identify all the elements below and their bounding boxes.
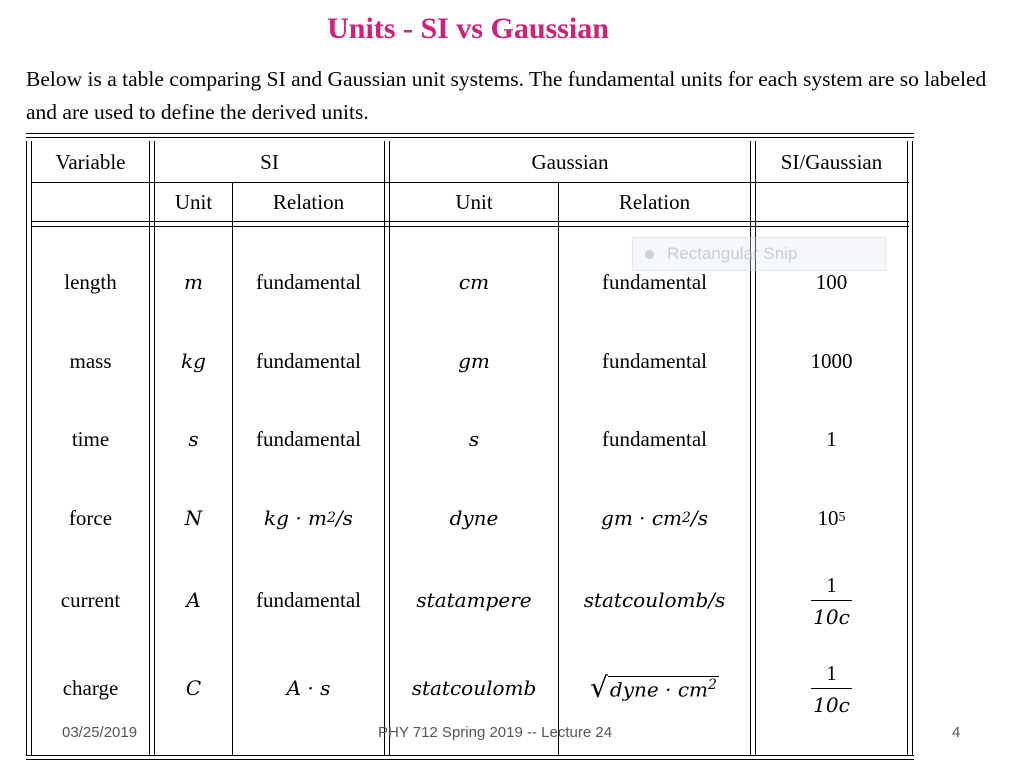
- row-force-si-unit: N: [184, 506, 203, 530]
- gaussian-divider: [750, 141, 751, 755]
- row-charge-variable: charge: [62, 675, 119, 700]
- subheader-si-unit: Unit: [174, 189, 213, 214]
- row-charge-ratio-denominator: 10c: [811, 688, 852, 717]
- variable-divider: [149, 141, 150, 755]
- row-length-variable: length: [64, 269, 117, 294]
- snip-radio-icon: [645, 250, 654, 259]
- table-top-rule-inner: [26, 137, 914, 138]
- row-time-gaussian-unit: s: [468, 427, 480, 451]
- header-ratio: SI/Gaussian: [780, 149, 883, 174]
- row-mass-ratio: 1000: [810, 348, 853, 373]
- header-si: SI: [260, 149, 279, 174]
- subheader-divider-inner: [31, 226, 909, 227]
- row-current-si-unit: A: [186, 588, 201, 612]
- table-bottom-rule-inner: [26, 759, 914, 760]
- row-charge-radicand: [608, 676, 719, 702]
- row-time-ratio: 1: [826, 426, 837, 451]
- row-current-variable: current: [60, 587, 121, 612]
- table-border-left: [26, 141, 27, 755]
- row-mass-si-relation: fundamental: [256, 348, 361, 373]
- footer-date: 03/25/2019: [62, 724, 138, 741]
- row-force-si-relation-exponent: 2: [327, 510, 336, 526]
- row-current-ratio-fraction: [811, 573, 852, 629]
- subheader-divider: [31, 221, 909, 222]
- row-time-gaussian-relation: fundamental: [602, 426, 707, 451]
- subheader-gaussian-relation: Relation: [618, 189, 691, 214]
- row-charge-gaussian-relation: [559, 668, 750, 708]
- row-force-variable: force: [68, 505, 113, 530]
- row-mass-si-unit: kg: [181, 349, 206, 373]
- row-time-variable: time: [71, 426, 110, 451]
- table-border-right: [912, 141, 913, 755]
- row-charge-gaussian-unit: statcoulomb: [411, 676, 537, 700]
- footer-course: PHY 712 Spring 2019 -- Lecture 24: [378, 724, 613, 741]
- row-charge-radicand-exponent: 2: [707, 677, 717, 694]
- row-mass-gaussian-relation: fundamental: [602, 348, 707, 373]
- sqrt-symbol-icon: √: [590, 671, 608, 704]
- row-mass-variable: mass: [69, 348, 112, 373]
- row-length-si-relation: fundamental: [256, 269, 361, 294]
- row-charge-si-unit: C: [185, 676, 202, 700]
- row-force-gaussian-relation: [559, 498, 750, 538]
- si-divider: [384, 141, 385, 755]
- row-time-si-unit: s: [188, 427, 199, 451]
- header-gaussian: Gaussian: [531, 149, 609, 174]
- row-time-si-relation: fundamental: [256, 426, 361, 451]
- intro-paragraph: Below is a table comparing SI and Gaussian unit systems. The fundamental units for each system are so labeled and are used to define the derived units.: [26, 67, 987, 124]
- row-force-gaussian-relation-suffix: /s: [690, 506, 708, 530]
- row-charge-ratio-numerator: 1: [826, 661, 837, 685]
- row-current-si-relation: fundamental: [256, 587, 361, 612]
- row-length-ratio: 100: [815, 269, 848, 294]
- row-force-si-relation-base: kg · m: [264, 506, 328, 530]
- row-current-gaussian-unit: statampere: [416, 588, 532, 612]
- row-charge-ratio-fraction: [811, 661, 852, 717]
- row-force-si-relation-suffix: /s: [335, 506, 353, 530]
- row-charge-ratio: [756, 658, 907, 720]
- row-current-ratio: [756, 570, 907, 632]
- subheader-gaussian-unit: Unit: [455, 189, 493, 214]
- row-current-ratio-denominator: 10c: [811, 600, 852, 629]
- row-charge-sqrt-expression: [590, 671, 719, 704]
- footer-page-number: 4: [952, 724, 961, 741]
- header-variable: Variable: [55, 149, 126, 174]
- table-top-rule: [26, 133, 914, 134]
- slide-title: Units - SI vs Gaussian: [327, 12, 609, 45]
- row-force-ratio: [756, 498, 907, 538]
- row-length-gaussian-relation: fundamental: [602, 269, 707, 294]
- row-mass-gaussian-unit: gm: [458, 349, 490, 373]
- row-force-gaussian-relation-exponent: 2: [682, 510, 691, 526]
- subheader-si-relation: Relation: [272, 189, 345, 214]
- row-force-ratio-base: 10: [817, 505, 839, 530]
- table-border-right-inner: [907, 141, 908, 755]
- row-current-gaussian-relation: statcoulomb/s: [583, 588, 726, 612]
- row-force-ratio-exponent: 5: [838, 510, 846, 525]
- row-current-ratio-numerator: 1: [826, 573, 837, 597]
- row-length-gaussian-unit: cm: [458, 270, 490, 294]
- row-force-gaussian-unit: dyne: [449, 506, 499, 530]
- row-force-gaussian-relation-base: gm · cm: [601, 506, 683, 530]
- row-length-si-unit: m: [184, 270, 203, 294]
- table-bottom-rule: [26, 755, 914, 756]
- row-charge-radicand-base: dyne · cm: [609, 678, 708, 702]
- snip-label: Rectangular Snip: [667, 244, 798, 263]
- row-charge-si-relation: A · s: [286, 676, 331, 700]
- rectangular-snip-overlay[interactable]: [632, 237, 886, 271]
- row-force-si-relation: [233, 498, 384, 538]
